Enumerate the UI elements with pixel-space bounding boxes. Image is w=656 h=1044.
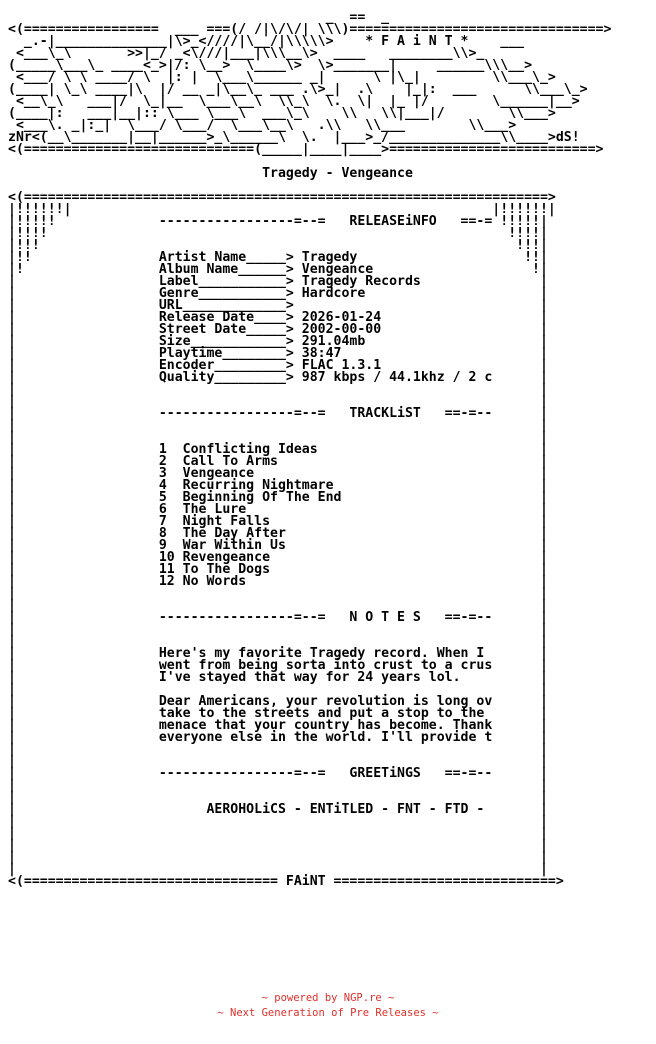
logo-line: <___\_\ >>|_/ _<\///|___|\\\__\> ____ ________\\>_ [8, 46, 485, 61]
box-row: | | [8, 838, 548, 853]
box-row: | | [8, 790, 548, 805]
box-row: | | [8, 850, 548, 865]
box-row: | | [8, 826, 548, 841]
box-row: |! Album Name______> Vengeance !| [8, 262, 548, 277]
box-row: | 4 Recurring Nightmare | [8, 478, 548, 493]
box-row: | | [8, 754, 548, 769]
box-row: |!!!!!!| |!!!!!!| [8, 202, 556, 217]
footer-tagline[interactable] [0, 1006, 656, 1021]
footer-powered-link[interactable]: ~ powered by NGP.re ~ [261, 992, 395, 1004]
release-title: Tragedy - Vengeance [8, 166, 413, 181]
logo-line: _ == _ [8, 10, 390, 25]
box-row: |!!!! !!!!| [8, 226, 548, 241]
box-row: | Quality_________> 987 kbps / 44.1khz / 2 c | [8, 370, 548, 385]
box-row: | Genre___________> Hardcore | [8, 286, 548, 301]
footer-tagline-link[interactable]: ~ Next Generation of Pre Releases ~ [217, 1007, 439, 1019]
box-row: | | [8, 682, 548, 697]
box-row: | 7 Night Falls | [8, 514, 548, 529]
box-row: | 8 The Day After | [8, 526, 548, 541]
logo-line: _.-|______________|\>_<////|\__/|\\\\\> * F A i N T * ___ [8, 34, 525, 49]
box-row: |!!! !!!| [8, 238, 548, 253]
box-row: | | [8, 382, 548, 397]
logo-line: <(=============================(_____|____|____>==========================> [8, 142, 604, 157]
box-row: | -----------------=--= N O T E S ==-=-- | [8, 610, 548, 625]
box-row: | 3 Vengeance | [8, 466, 548, 481]
box-row: | | [8, 622, 548, 637]
box-row: | AEROHOLiCS - ENTiTLED - FNT - FTD - | [8, 802, 548, 817]
logo-line: (_____\___\_ ____<_>|/: \__> \____\> \>_______| ______\\\__> [8, 58, 533, 73]
box-row: | 10 Revengeance | [8, 550, 548, 565]
logo-line: <___/ \ \ ____/ \ |: | \___\______ _| \ |\_| \\___\_> [8, 70, 556, 85]
box-row: | | [8, 634, 548, 649]
box-row: | take to the streets and put a stop to the | [8, 706, 548, 721]
box-row: | menace that your country has become. Thank | [8, 718, 548, 733]
logo-line: <(================= ___ ===(/ /|\/\/| \\\)================================> [8, 22, 612, 37]
box-row: | I've stayed that way for 24 years lol. | [8, 670, 548, 685]
box-row: | 6 The Lure | [8, 502, 548, 517]
box-row: | Label___________> Tragedy Records | [8, 274, 548, 289]
logo-line: (____| \_\ ____|\ |/ __ _|\__\_ ___ .\>_| .\ |_|: ___ \\___\_> [8, 82, 588, 97]
box-row: | 1 Conflicting Ideas | [8, 442, 548, 457]
box-row: | Here's my favorite Tragedy record. When I | [8, 646, 548, 661]
box-row: | 5 Beginning Of The End | [8, 490, 548, 505]
footer-powered-by[interactable] [0, 991, 656, 1006]
logo-line: (____|: ___|__|:: \___ \___\ ___\_\ \\ \\|___|/ \\___> [8, 106, 556, 121]
box-row: | | [8, 418, 548, 433]
logo-line: <___\. _|:_| \___/ \___/ \___\__\ .\\ \\___ \\___> [8, 118, 517, 133]
nfo-text [8, 12, 611, 888]
box-row: | Playtime________> 38:47 | [8, 346, 548, 361]
box-top-border: <(==================================================================> [8, 190, 556, 205]
box-row: | 11 To The Dogs | [8, 562, 548, 577]
box-row: | | [8, 862, 548, 877]
box-row: | everyone else in the world. I'll provide t | [8, 730, 548, 745]
box-row: | went from being sorta into crust to a crus | [8, 658, 548, 673]
box-row: | -----------------=--= TRACKLiST ==-=-- | [8, 406, 548, 421]
logo-line: zNr<(__\_______|__|______>_\______\ \. |___>_/______________\\____>dS! [8, 130, 580, 145]
box-row: | Size____________> 291.04mb | [8, 334, 548, 349]
box-row: | URL_____________> | [8, 298, 548, 313]
box-row: | Encoder_________> FLAC 1.3.1 | [8, 358, 548, 373]
box-row: | | [8, 430, 548, 445]
box-row: | Dear Americans, your revolution is long ov | [8, 694, 548, 709]
box-row: | Street Date_____> 2002-00-00 | [8, 322, 548, 337]
box-row: | | [8, 742, 548, 757]
box-row: | 2 Call To Arms | [8, 454, 548, 469]
box-row: | | [8, 814, 548, 829]
box-row: | | [8, 778, 548, 793]
box-row: | -----------------=--= GREETiNGS ==-=-- | [8, 766, 548, 781]
box-row: | Release Date____> 2026-01-24 | [8, 310, 548, 325]
box-row: | | [8, 598, 548, 613]
box-row: | 9 War Within Us | [8, 538, 548, 553]
box-row: |!!!!! -----------------=--= RELEASEiNFO ==-= !!!!!| [8, 214, 548, 229]
box-bottom-border: <(================================ FAiNT ============================> [8, 874, 564, 889]
box-row: | | [8, 586, 548, 601]
box-row: | | [8, 394, 548, 409]
box-row: |!! Artist Name_____> Tragedy !!| [8, 250, 548, 265]
box-row: | 12 No Words | [8, 574, 548, 589]
logo-line: <__\_\ ___|/ \_|__ \___\__\ \\_\ \. \| |_ |/ \______|__> [8, 94, 580, 109]
